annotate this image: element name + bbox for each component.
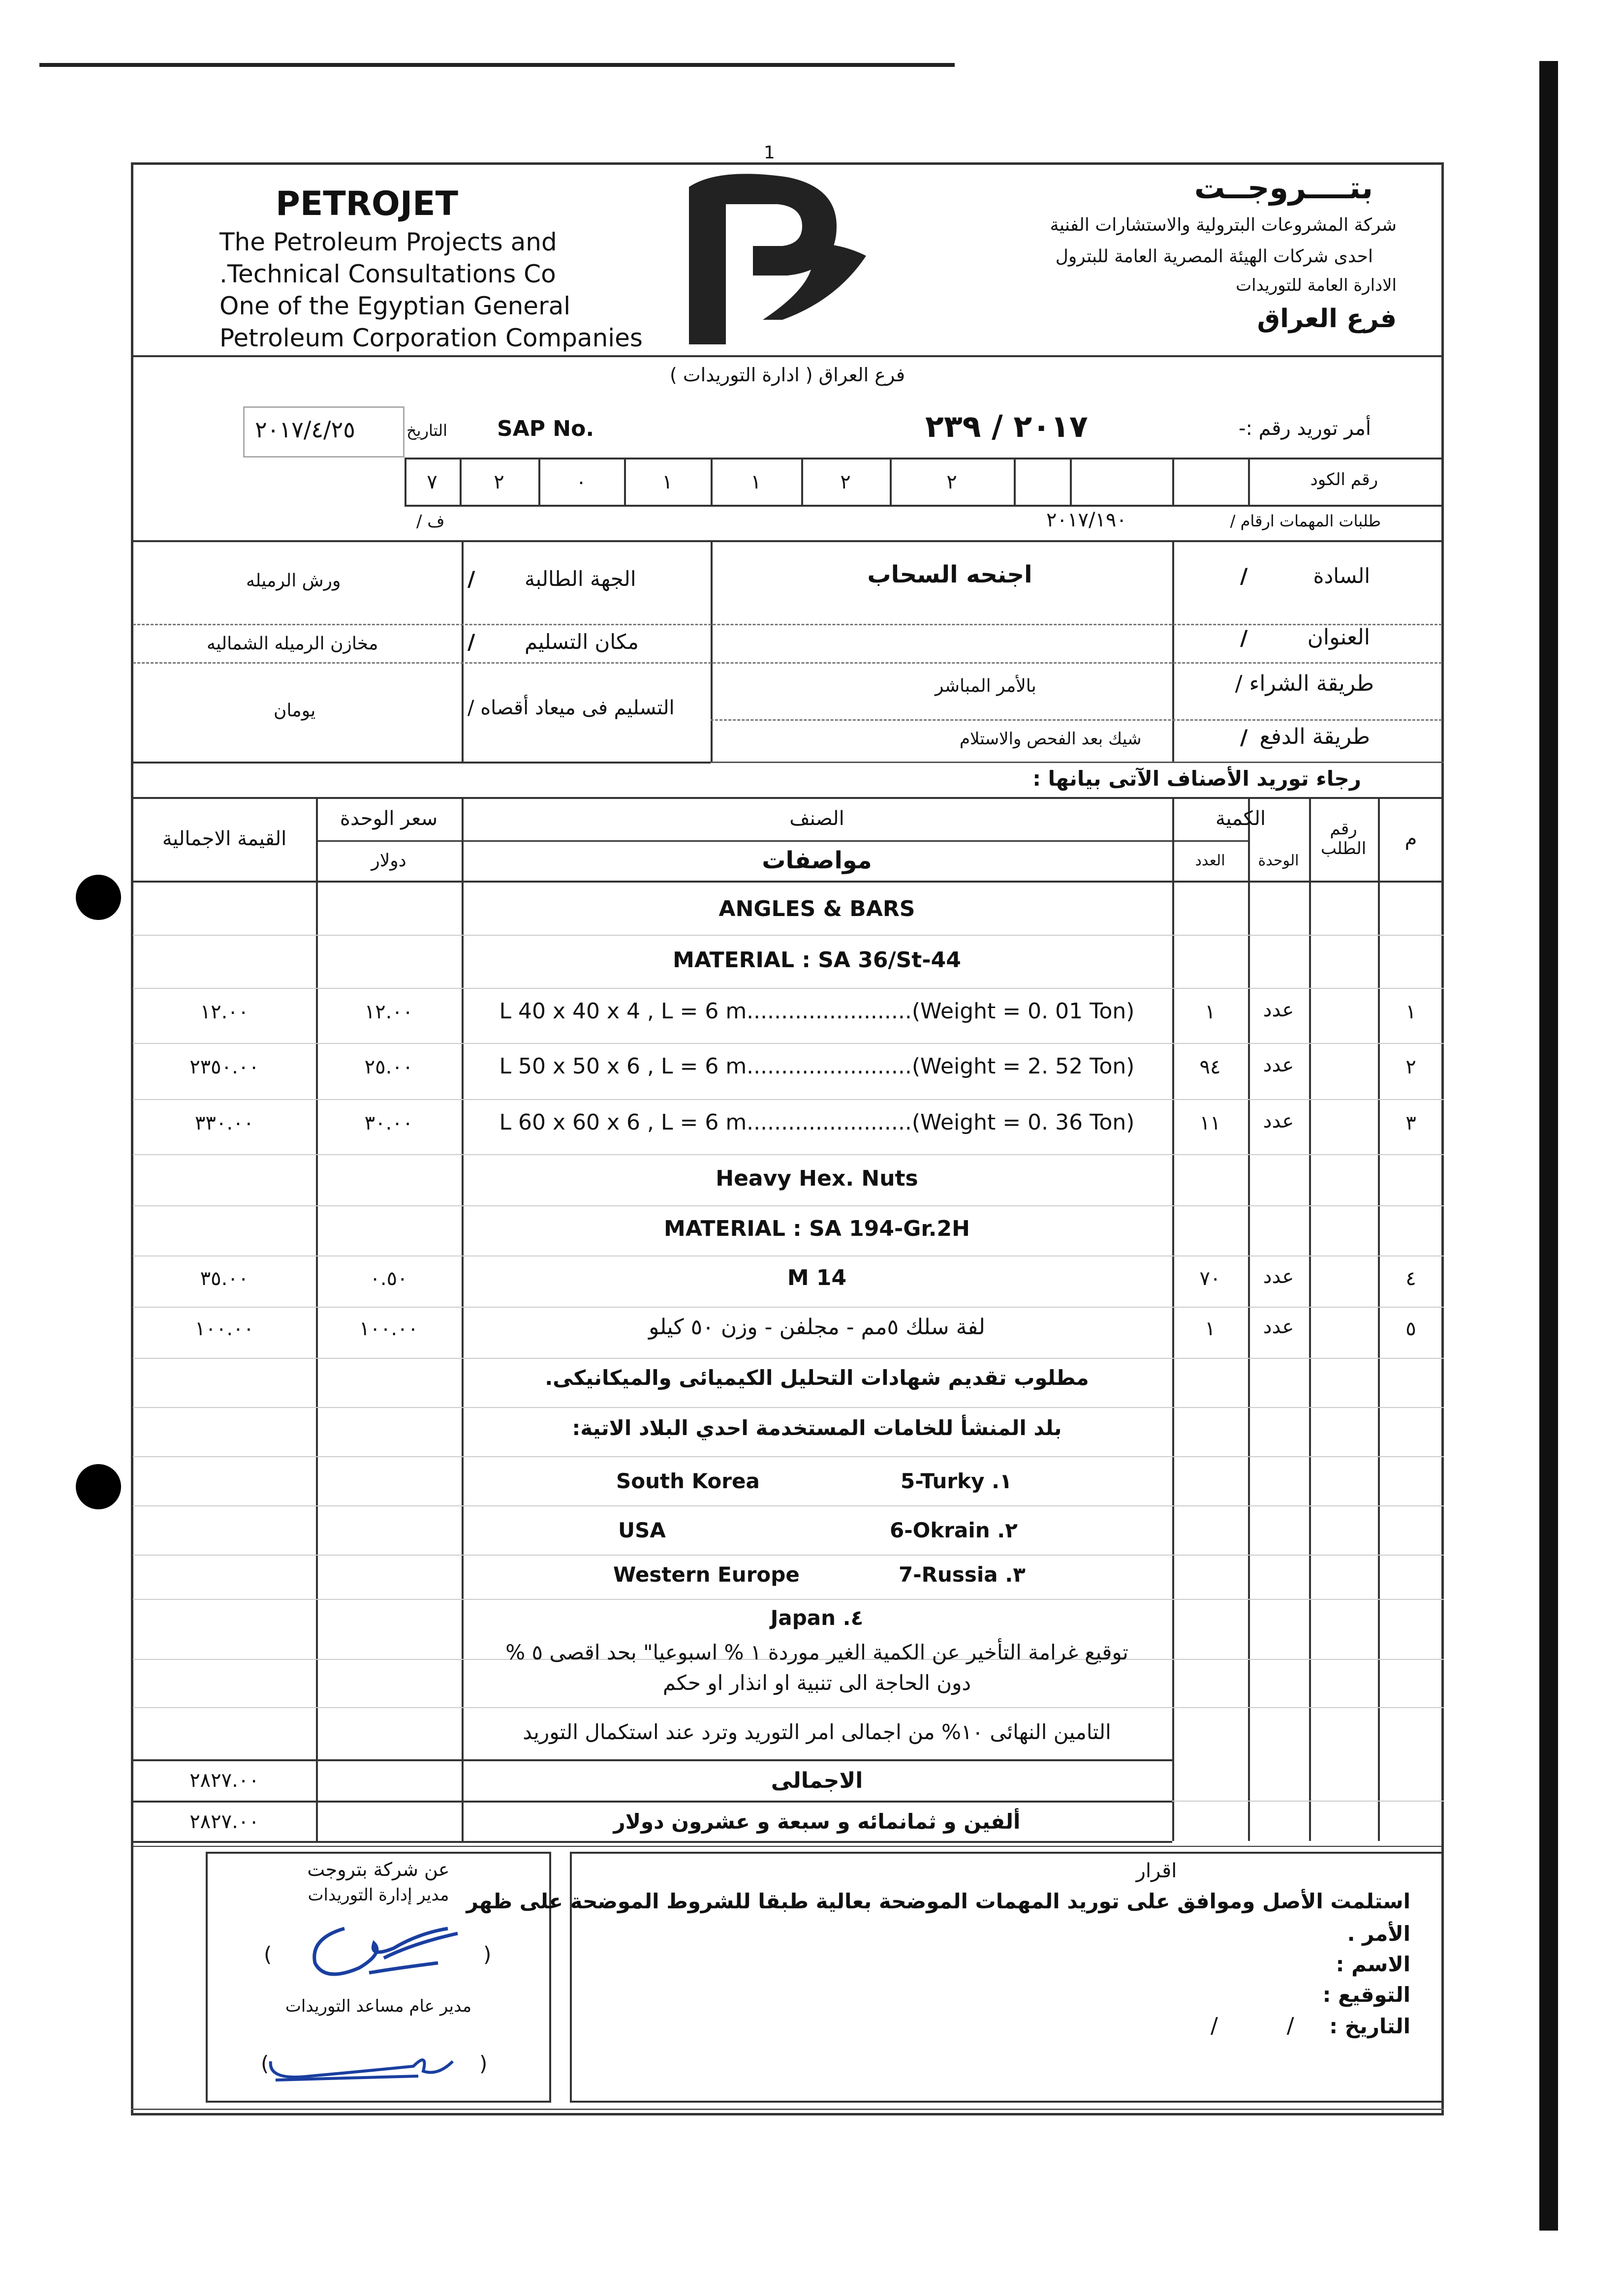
sig-left-line1: عن شركة بتروجت — [307, 1859, 450, 1880]
signature-1-icon — [300, 1914, 468, 1988]
section2-title: Heavy Hex. Nuts — [716, 1166, 918, 1191]
row3-price: ٣٠.٠٠ — [364, 1112, 413, 1134]
col-item-header: الصنف — [789, 807, 844, 830]
row1-price: ١٢.٠٠ — [364, 1001, 413, 1023]
row5-price: ١٠٠.٠٠ — [359, 1317, 419, 1340]
sada-label: السادة — [1313, 564, 1370, 588]
col-request-no-header: رقم الطلب — [1320, 819, 1367, 858]
code-digit-2: ٢ — [494, 471, 504, 493]
col-m-header: م — [1404, 827, 1417, 850]
code-digit-1: ٧ — [427, 471, 437, 493]
sig-paren-close-1: ) — [483, 1942, 492, 1966]
total-value: ٢٨٢٧.٠٠ — [189, 1769, 259, 1792]
note-origin: بلد المنشأ للخامات المستخدمة احدي البلاد الاتية: — [572, 1416, 1062, 1440]
country-right-2: 6-Okrain .٢ — [890, 1518, 1018, 1542]
ack-line2: الأمر . — [1347, 1922, 1410, 1946]
row1-unit: عدد — [1263, 999, 1294, 1021]
payment-slash: / — [1240, 725, 1248, 749]
row1-m: ١ — [1405, 1001, 1416, 1023]
section1-material: MATERIAL : SA 36/St-44 — [673, 948, 961, 973]
penalty-line2: دون الحاجة الى تنبية او انذار او حكم — [662, 1671, 971, 1695]
row2-price: ٢٥.٠٠ — [364, 1056, 413, 1078]
signature-2-icon — [266, 2042, 482, 2091]
punch-hole-bottom — [76, 1464, 121, 1509]
col-unit-header: الوحدة — [1258, 852, 1299, 869]
punch-hole-top — [76, 875, 121, 920]
col-total-header: القيمة الاجمالية — [162, 827, 287, 850]
row1-total: ١٢.٠٠ — [200, 1001, 249, 1023]
sig-left-line2: مدير إدارة التوريدات — [308, 1885, 449, 1905]
col-qty-header: الكمية — [1215, 807, 1266, 830]
row1-desc: L 40 x 40 x 4 , L = 6 m........................(Weight = 0. 01 Ton) — [499, 999, 1135, 1024]
country-right-1: 5-Turky .١ — [901, 1469, 1012, 1493]
company-ar-line2: احدى شركات الهيئة المصرية العامة للبترول — [1055, 246, 1373, 267]
delivery-time-value: يومان — [274, 701, 316, 721]
sap-label: SAP No. — [497, 416, 594, 441]
code-digit-4: ١ — [662, 471, 673, 493]
row3-desc: L 60 x 60 x 6 , L = 6 m........................(Weight = 0. 36 Ton) — [499, 1110, 1135, 1135]
row3-m: ٣ — [1405, 1112, 1416, 1134]
sig-left-line3: مدير عام مساعد التوريدات — [285, 1996, 472, 2016]
country-left-3: Western Europe — [613, 1562, 800, 1587]
row2-m: ٢ — [1405, 1056, 1416, 1078]
section2-material: MATERIAL : SA 194-Gr.2H — [664, 1216, 970, 1241]
row2-desc: L 50 x 50 x 6 , L = 6 m........................(Weight = 2. 52 Ton) — [499, 1054, 1135, 1079]
country-right-3: 7-Russia .٣ — [899, 1562, 1026, 1587]
col-currency-header: دولار — [371, 850, 406, 871]
company-en-line4: Petroleum Corporation Companies — [219, 324, 643, 352]
page-number: 1 — [764, 143, 775, 163]
row1-count: ١ — [1205, 1001, 1216, 1023]
company-ar-line1: شركة المشروعات البترولية والاستشارات الفنية — [1050, 215, 1397, 235]
company-name-ar: بتــــروجــت — [1194, 170, 1373, 206]
row4-total: ٣٥.٠٠ — [200, 1267, 249, 1290]
code-digit-3: ٠ — [576, 471, 587, 493]
total-value-2: ٢٨٢٧.٠٠ — [189, 1810, 259, 1833]
address-label: العنوان — [1307, 625, 1370, 650]
delivery-place-value: مخازن الرميله الشماليه — [207, 634, 378, 654]
sig-paren-close-2: ) — [479, 2051, 488, 2076]
branch-title: فرع العراق ( ادارة التوريدات ) — [669, 364, 905, 386]
purchase-label: طريقة الشراء / — [1235, 671, 1374, 696]
row4-price: ٠.٥٠ — [370, 1267, 408, 1290]
section1-title: ANGLES & BARS — [718, 896, 915, 921]
code-digit-5: ١ — [750, 471, 761, 493]
row4-count: ٧٠ — [1199, 1267, 1221, 1290]
sada-slash: / — [1240, 564, 1248, 588]
tasks-no: ٢٠١٧/١٩٠ — [1046, 509, 1127, 531]
address-slash: / — [1240, 626, 1248, 650]
petrojet-logo-icon — [689, 172, 871, 344]
ack-line1: استلمت الأصل وموافق على توريد المهمات الموضحة بعالية طبقا للشروط الموضحة على ظهر — [466, 1889, 1410, 1913]
ack-name-label: الاسم : — [1336, 1952, 1410, 1976]
company-en-line3: One of the Egyptian General — [219, 292, 571, 320]
row3-unit: عدد — [1263, 1110, 1294, 1133]
row4-unit: عدد — [1263, 1265, 1294, 1288]
company-ar-line3: الادارة العامة للتوريدات — [1236, 276, 1397, 295]
penalty-line1: توقيع غرامة التأخير عن الكمية الغير موردة ١ % اسبوعيا" بحد اقصى ٥ % — [505, 1640, 1128, 1664]
company-name-en: PETROJET — [276, 184, 458, 223]
row2-count: ٩٤ — [1199, 1056, 1221, 1078]
company-ar-line4: فرع العراق — [1257, 304, 1397, 334]
f-label: ف / — [416, 512, 445, 531]
delivery-time-label: التسليم فى ميعاد أقصاه / — [468, 697, 675, 719]
col-count-header: العدد — [1195, 852, 1225, 869]
row2-unit: عدد — [1263, 1054, 1294, 1076]
note-certs: مطلوب تقديم شهادات التحليل الكيميائى والميكانيكى. — [545, 1366, 1089, 1390]
row5-desc: لفة سلك ٥مم - مجلفن - وزن ٥٠ كيلو — [649, 1315, 985, 1340]
sig-paren-open-1: ( — [264, 1942, 272, 1966]
code-digit-6: ٢ — [840, 471, 851, 493]
row5-total: ١٠٠.٠٠ — [194, 1317, 254, 1340]
row3-count: ١١ — [1199, 1112, 1221, 1134]
scan-edge-bar — [1539, 61, 1558, 2231]
country-left-1: South Korea — [616, 1469, 760, 1493]
col-specs-header: مواصفات — [762, 847, 872, 874]
order-no-label: أمر توريد رقم :- — [1239, 417, 1371, 440]
date-label: التاريخ — [406, 421, 448, 440]
payment-value: شيك بعد الفحص والاستلام — [960, 729, 1142, 749]
insurance-line: التامين النهائى ١٠% من اجمالى امر التوريد وترد عند استكمال التوريد — [523, 1720, 1111, 1744]
row2-total: ٢٣٥٠.٠٠ — [189, 1056, 259, 1078]
country-japan: Japan .٤ — [770, 1606, 864, 1630]
total-words: ألفين و ثمانمائه و سبعة و عشرون دولار — [613, 1809, 1021, 1834]
request-line: رجاء توريد الأصناف الآتى بيانها : — [1032, 766, 1361, 791]
row5-unit: عدد — [1263, 1316, 1294, 1338]
total-label: الاجمالى — [771, 1768, 863, 1793]
code-label: رقم الكود — [1310, 470, 1378, 490]
row3-total: ٣٣٠.٠٠ — [194, 1112, 254, 1134]
requester-value: ورش الرميله — [246, 571, 341, 591]
sada-value: اجنحه السحاب — [867, 561, 1032, 588]
company-en-line2: .Technical Consultations Co — [219, 260, 556, 288]
requester-label: الجهة الطالبة — [525, 567, 636, 591]
col-unit-price-header: سعر الوحدة — [340, 807, 438, 830]
ack-sign-label: التوقيع : — [1322, 1983, 1410, 2007]
ack-date-slashes: / / — [1211, 2013, 1294, 2038]
tasks-label: طلبات المهمات ارقام / — [1230, 512, 1381, 530]
purchase-value: بالأمر المباشر — [935, 676, 1036, 696]
top-edge-line — [39, 63, 955, 67]
company-en-line1: The Petroleum Projects and — [219, 228, 557, 256]
row5-count: ١ — [1205, 1317, 1216, 1340]
order-no: ٢٠١٧ / ٢٣٩ — [925, 408, 1088, 444]
code-digit-7: ٢ — [946, 471, 957, 493]
ack-date-label: التاريخ : — [1329, 2014, 1410, 2038]
row4-desc: M 14 — [787, 1265, 847, 1290]
date-value: ٢٠١٧/٤/٢٥ — [255, 416, 355, 443]
delivery-place-slash: / — [468, 630, 475, 654]
row5-m: ٥ — [1405, 1317, 1416, 1340]
sig-paren-open-2: ( — [261, 2051, 269, 2076]
row4-m: ٤ — [1405, 1267, 1416, 1290]
payment-label: طريقة الدفع — [1259, 724, 1370, 749]
requester-slash: / — [468, 567, 475, 591]
delivery-place-label: مكان التسليم — [525, 630, 639, 654]
country-left-2: USA — [618, 1518, 666, 1542]
ack-title: اقرار — [1136, 1860, 1177, 1882]
